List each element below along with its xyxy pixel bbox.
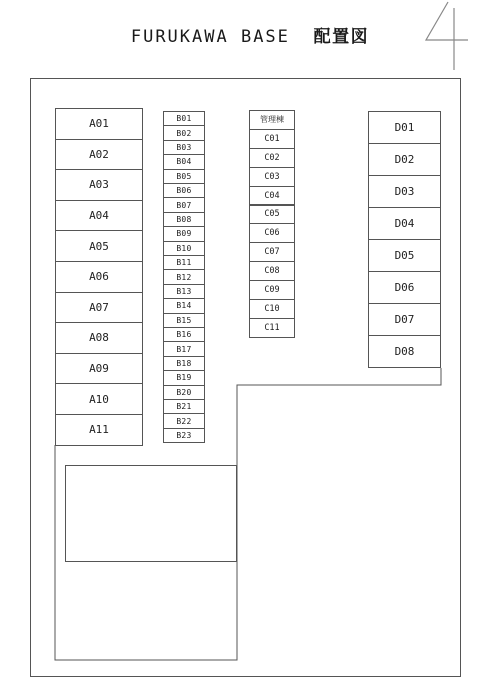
site-c-9[interactable]: C09 (249, 280, 295, 300)
site-b-22[interactable]: B23 (163, 428, 205, 443)
site-a-2[interactable]: A03 (55, 169, 143, 201)
site-b-0[interactable]: B01 (163, 111, 205, 126)
site-d-7[interactable]: D08 (368, 335, 441, 368)
site-b-7[interactable]: B08 (163, 212, 205, 227)
site-b-4[interactable]: B05 (163, 169, 205, 184)
site-a-3[interactable]: A04 (55, 200, 143, 232)
site-b-17[interactable]: B18 (163, 356, 205, 371)
site-a-0[interactable]: A01 (55, 108, 143, 140)
site-d-2[interactable]: D03 (368, 175, 441, 208)
site-b-8[interactable]: B09 (163, 226, 205, 241)
site-b-2[interactable]: B03 (163, 140, 205, 155)
title-japanese: 配置図 (313, 27, 370, 47)
site-a-6[interactable]: A07 (55, 292, 143, 324)
open-lot (65, 465, 237, 562)
site-b-20[interactable]: B21 (163, 399, 205, 414)
site-a-7[interactable]: A08 (55, 322, 143, 354)
site-a-8[interactable]: A09 (55, 353, 143, 385)
site-c-7[interactable]: C07 (249, 242, 295, 262)
page-number-mark (410, 0, 480, 70)
site-b-16[interactable]: B17 (163, 341, 205, 356)
site-b-18[interactable]: B19 (163, 370, 205, 385)
site-b-1[interactable]: B02 (163, 125, 205, 140)
site-b-5[interactable]: B06 (163, 183, 205, 198)
site-a-10[interactable]: A11 (55, 414, 143, 446)
site-a-1[interactable]: A02 (55, 139, 143, 171)
site-b-3[interactable]: B04 (163, 154, 205, 169)
site-b-10[interactable]: B11 (163, 255, 205, 270)
site-c-1[interactable]: C01 (249, 129, 295, 149)
site-d-0[interactable]: D01 (368, 111, 441, 144)
site-d-5[interactable]: D06 (368, 271, 441, 304)
site-b-11[interactable]: B12 (163, 269, 205, 284)
site-c-10[interactable]: C10 (249, 299, 295, 319)
site-c-8[interactable]: C08 (249, 261, 295, 281)
site-a-4[interactable]: A05 (55, 230, 143, 262)
site-a-9[interactable]: A10 (55, 383, 143, 415)
site-b-14[interactable]: B15 (163, 313, 205, 328)
site-c-6[interactable]: C06 (249, 223, 295, 243)
site-b-12[interactable]: B13 (163, 284, 205, 299)
site-d-3[interactable]: D04 (368, 207, 441, 240)
site-b-13[interactable]: B14 (163, 298, 205, 313)
site-c-3[interactable]: C03 (249, 167, 295, 187)
site-c-2[interactable]: C02 (249, 148, 295, 168)
title-english: FURUKAWA BASE (130, 27, 290, 47)
site-d-1[interactable]: D02 (368, 143, 441, 176)
site-c-4[interactable]: C04 (249, 186, 295, 206)
site-b-9[interactable]: B10 (163, 241, 205, 256)
management-building[interactable]: 管理棟 (249, 110, 295, 130)
site-d-4[interactable]: D05 (368, 239, 441, 272)
site-b-21[interactable]: B22 (163, 413, 205, 428)
site-b-15[interactable]: B16 (163, 327, 205, 342)
site-d-6[interactable]: D07 (368, 303, 441, 336)
site-a-5[interactable]: A06 (55, 261, 143, 293)
site-b-6[interactable]: B07 (163, 197, 205, 212)
site-c-5[interactable]: C05 (249, 205, 295, 225)
site-c-11[interactable]: C11 (249, 318, 295, 338)
site-b-19[interactable]: B20 (163, 385, 205, 400)
